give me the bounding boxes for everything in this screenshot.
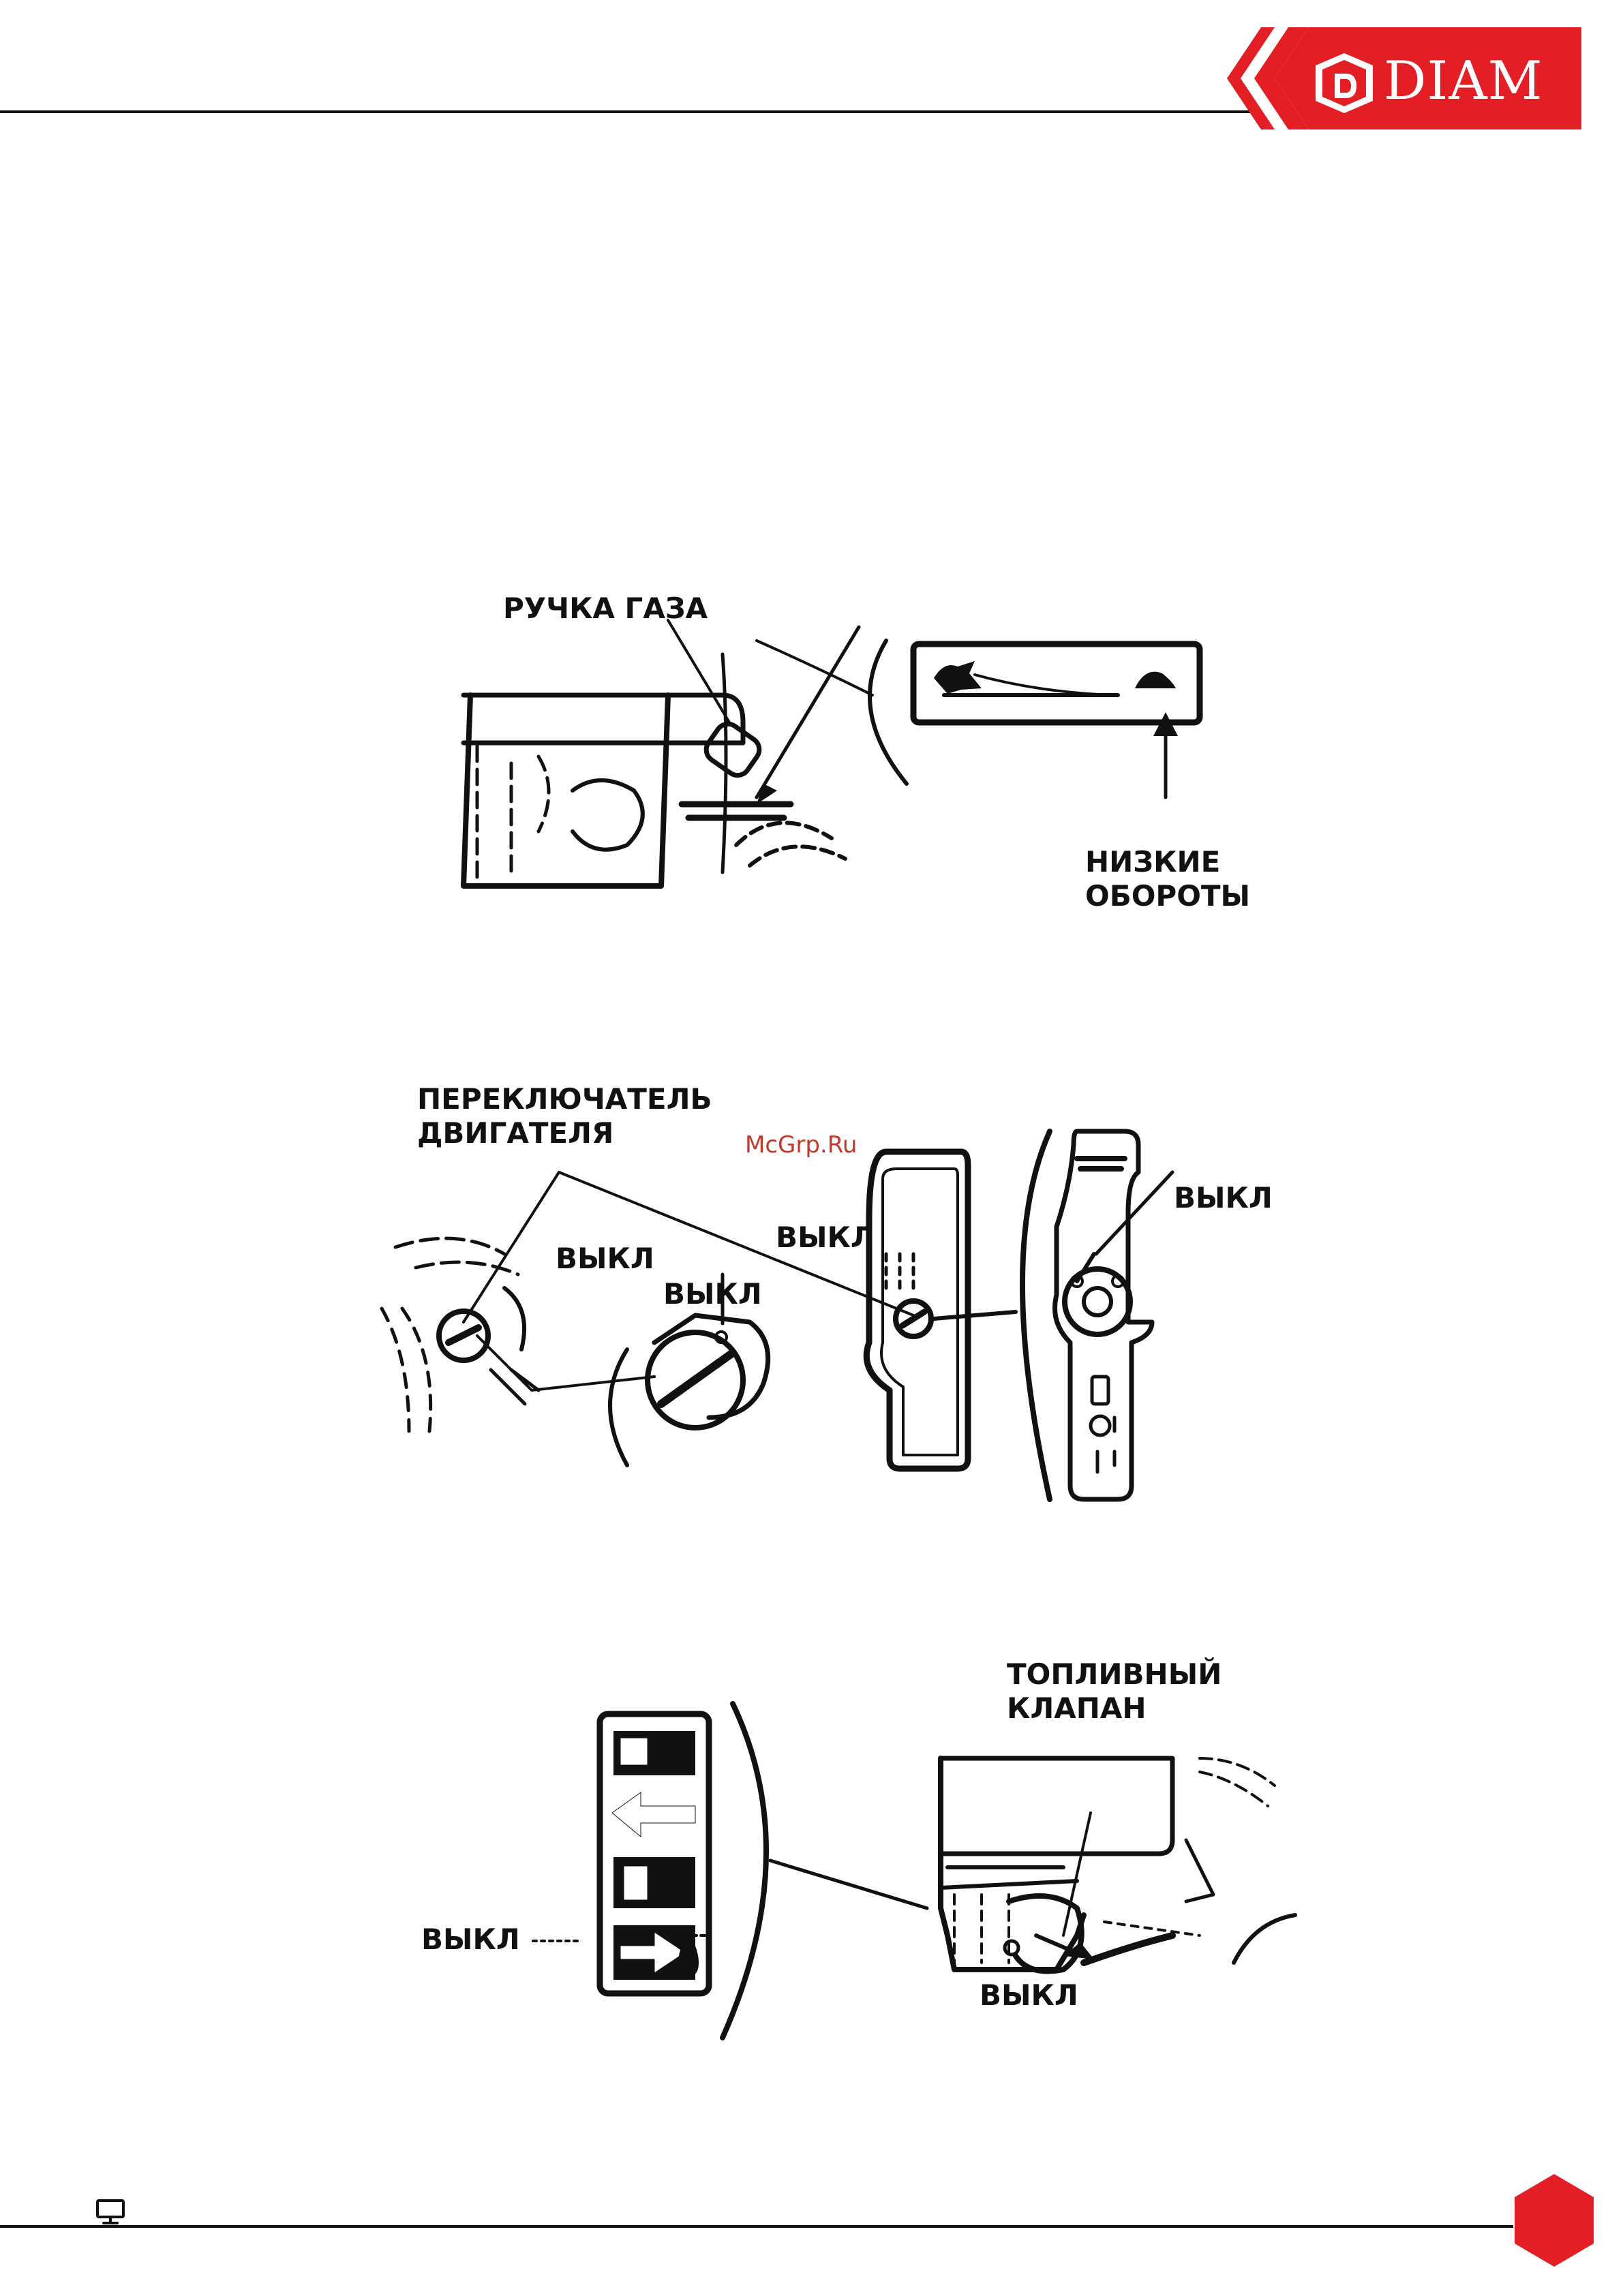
page-marker bbox=[1512, 2173, 1596, 2268]
throttle-handle-label: РУЧКА ГАЗА bbox=[503, 592, 708, 625]
leader-dots bbox=[532, 1934, 579, 1948]
fuel-valve-illustration bbox=[586, 1690, 1309, 2045]
engine-switch-off-right: ВЫКЛ bbox=[1174, 1181, 1273, 1214]
low-rpm-label: НИЗКИЕ ОБОРОТЫ bbox=[1085, 845, 1251, 913]
footer-rule bbox=[0, 2225, 1513, 2228]
engine-switch-off-left: ВЫКЛ bbox=[556, 1242, 654, 1275]
monitor-icon bbox=[95, 2199, 125, 2226]
engine-switch-off-middle: ВЫКЛ bbox=[776, 1221, 875, 1254]
header-rule bbox=[0, 110, 1254, 113]
engine-switch-label: ПЕРЕКЛЮЧАТЕЛЬ ДВИГАТЕЛЯ bbox=[417, 1082, 712, 1150]
fuel-valve-off-left: ВЫКЛ bbox=[421, 1923, 520, 1956]
engine-switch-off-dial: ВЫКЛ bbox=[663, 1277, 762, 1311]
watermark: McGrp.Ru bbox=[745, 1131, 858, 1159]
fuel-valve-off-bottom: ВЫКЛ bbox=[980, 1978, 1078, 2012]
fuel-valve-label: ТОПЛИВНЫЙ КЛАПАН bbox=[1007, 1657, 1222, 1725]
brand-name: DIAM bbox=[1384, 50, 1543, 112]
